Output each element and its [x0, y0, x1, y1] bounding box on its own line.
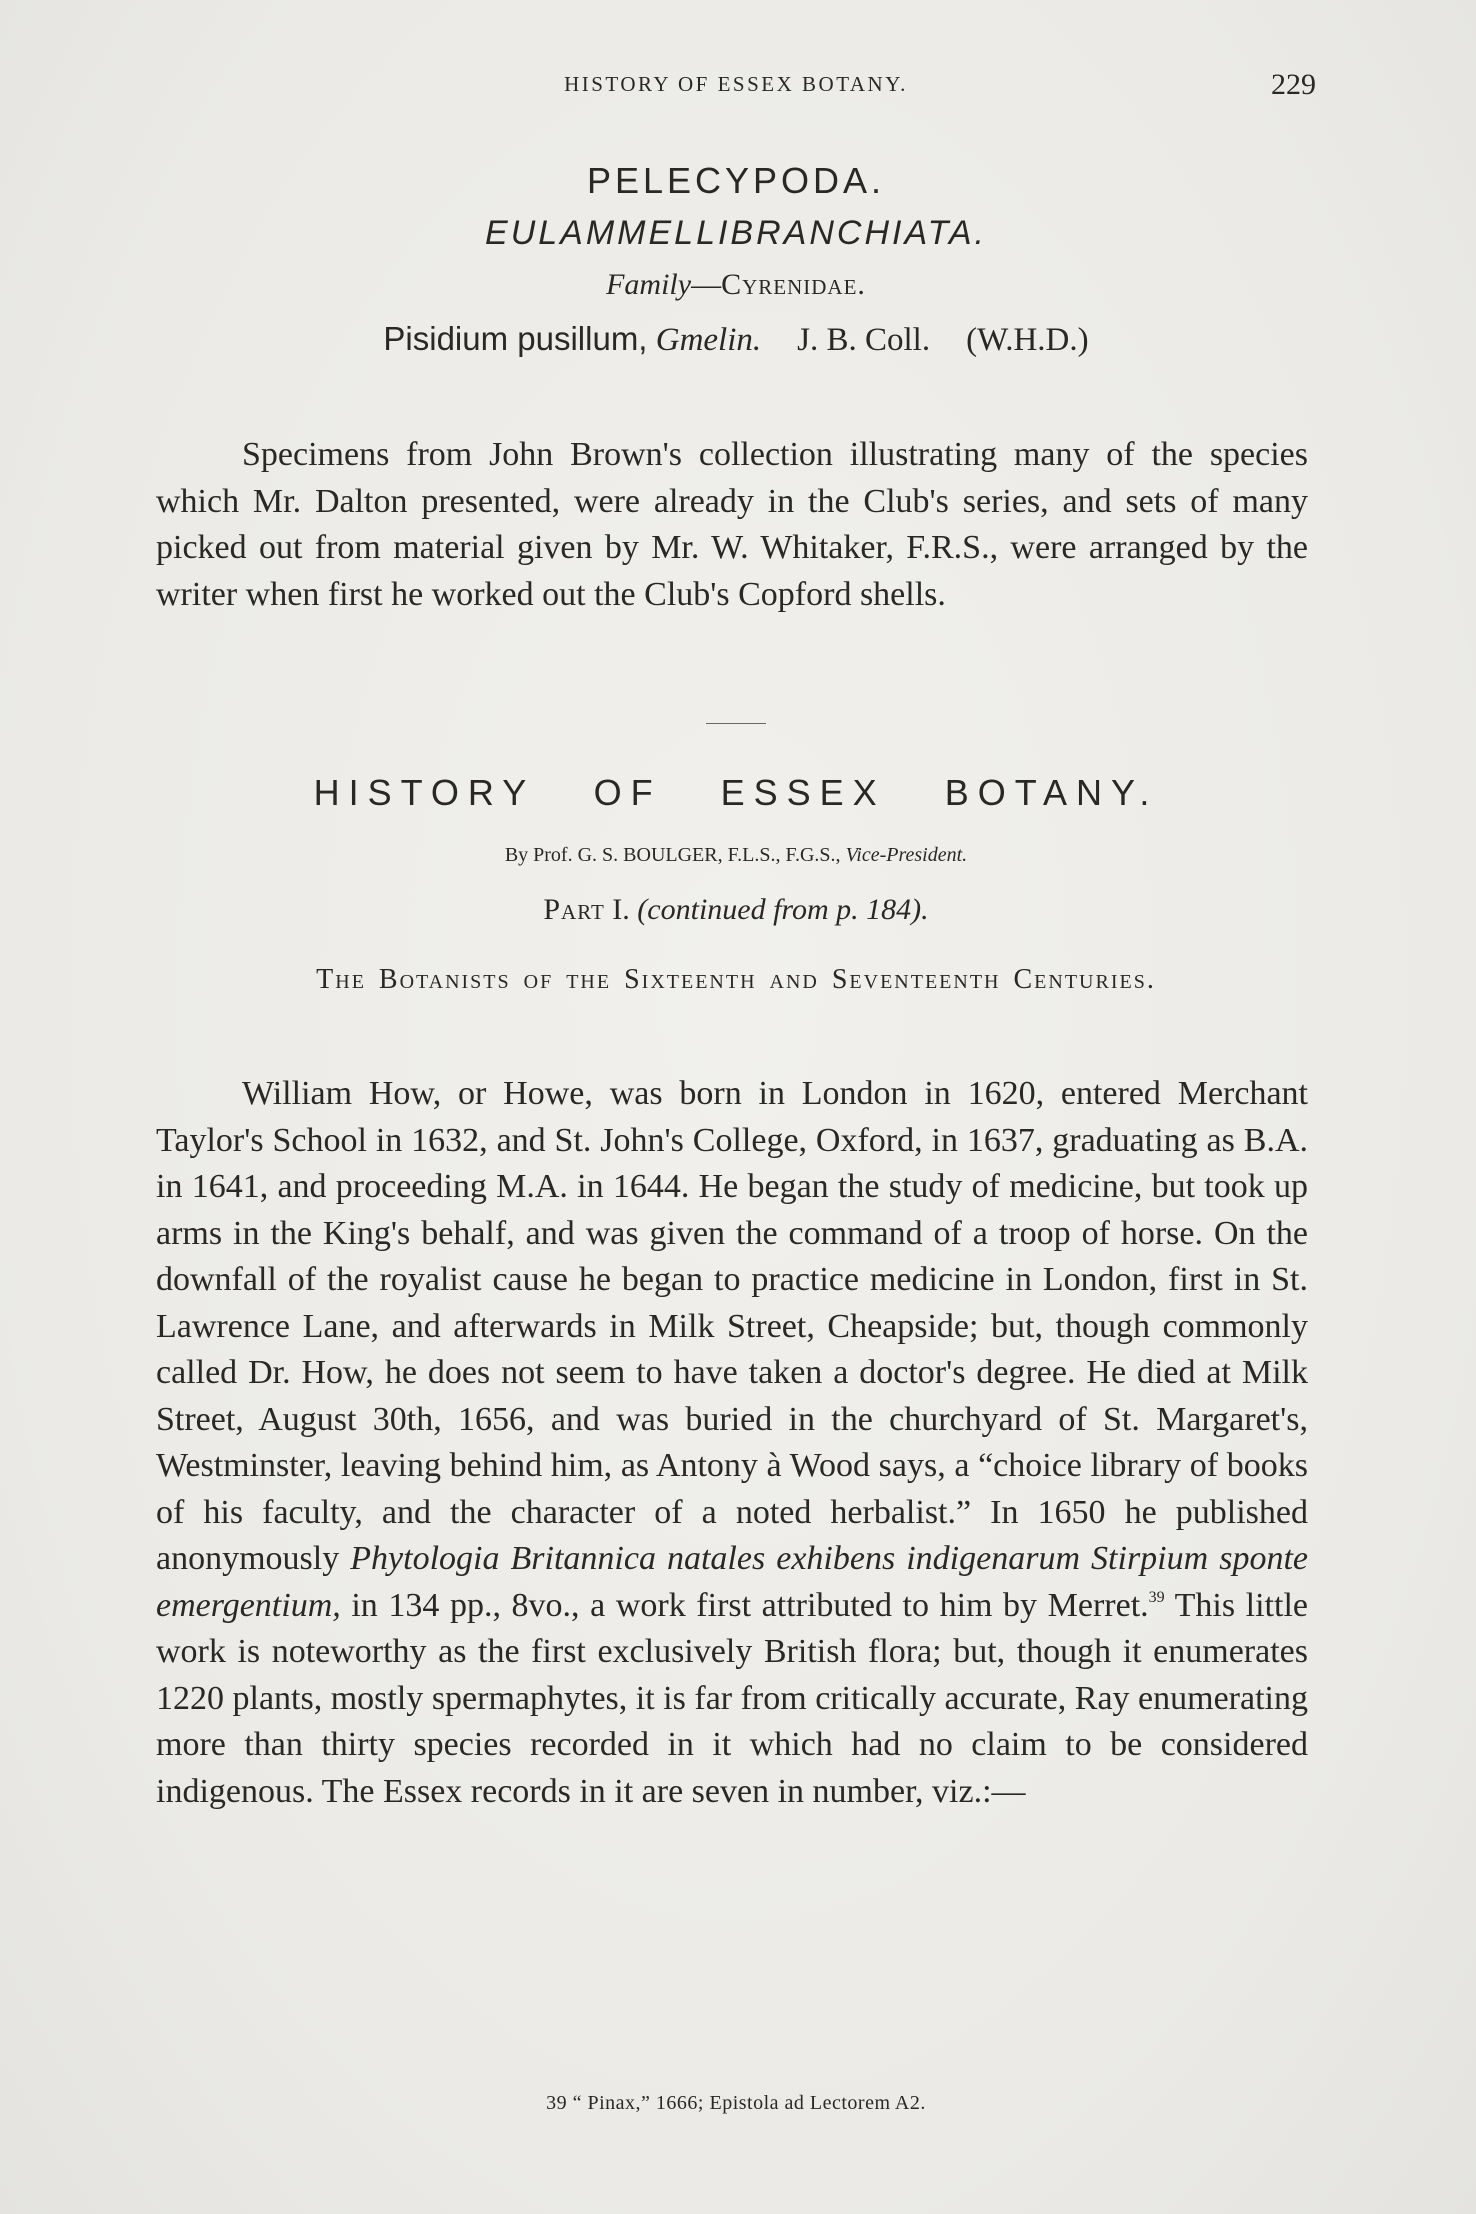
part-continued: (continued from p. 184). — [637, 893, 929, 926]
species-name: Pisidium pusillum, — [383, 320, 648, 357]
mollusc-paragraph: Specimens from John Brown's collection illustrating many of the species which Mr. Dalton presented, were already in the Club's series, and sets of many picked out from material given by Mr. W. Whitaker, F.R.S., were arranged by the writer when first he worked out the Club's Copford shells. — [156, 436, 1308, 613]
species-author: Gmelin. — [655, 322, 762, 358]
species-recorder: (W.H.D.) — [966, 322, 1089, 358]
part-label: Part — [543, 893, 605, 926]
part-heading — [156, 893, 1316, 927]
article-title: HISTORY OF ESSEX BOTANY. — [313, 772, 1159, 813]
part-number: I. — [604, 893, 638, 926]
family-heading — [156, 268, 1316, 302]
para-text-a: William How, or Howe, was born in London in 1620, entered Merchant Taylor's School in 1632, and St. John's College, Oxford, in 1637, graduating as B.A. in 1641, and proceeding M.A. in 1644. He began the study of medicine, but took up arms in the King's behalf, and was given the command of a troop of horse. On the downfall of the royalist cause he began to practice medicine in London, first in St. Lawrence Lane, and afterwards in Milk Street, Cheapside; but, though commonly called Dr. How, he does not seem to have taken a doctor's degree. He died at Milk Street, August 30th, 1656, and was buried in the churchyard of St. Margaret's, Westminster, leaving behind him, as Antony à Wood says, a “choice library of books of his faculty, and the character of a noted herbalist.” In 1650 he published anonymously — [156, 1075, 1308, 1577]
class-heading: PELECYPODA. — [586, 160, 886, 201]
running-title: HISTORY OF ESSEX BOTANY. — [564, 72, 908, 96]
footnote: 39 “ Pinax,” 1666; Epistola ad Lectorem A2. — [546, 2092, 926, 2114]
page-number: 229 — [1271, 68, 1316, 101]
para-text-b: in 134 pp., 8vo., a work first attributed to him by Merret. — [340, 1586, 1149, 1624]
family-name: Cyrenidae. — [721, 268, 866, 301]
family-dash: — — [691, 268, 722, 301]
section-heading: The Botanists of the Sixteenth and Seventeenth Centuries. — [316, 964, 1156, 995]
section-divider — [706, 723, 766, 724]
species-collector: J. B. Coll. — [797, 322, 931, 358]
byline-author: By Prof. G. S. BOULGER, F.L.S., F.G.S., — [504, 844, 846, 866]
byline — [156, 844, 1316, 867]
footnote-reference: 39 — [1148, 1588, 1165, 1606]
order-heading: EULAMMELLIBRANCHIATA. — [485, 214, 987, 252]
species-entry — [156, 320, 1316, 359]
work-title: Phytologia Britannica natales exhibens indigenarum Stirpium sponte emergentium, — [156, 1540, 1308, 1624]
running-header — [156, 68, 1316, 112]
family-label: Family — [606, 268, 692, 301]
byline-role: Vice-President. — [845, 844, 968, 866]
para-text-c: This little work is noteworthy as the first exclusively British flora; but, though it enumerates 1220 plants, mostly spermaphytes, it is far from critically accurate, Ray enumerating more than thirty species recorded in it which had no claim to be considered indigenous. The Essex records in it are seven in number, viz.:— — [156, 1586, 1308, 1810]
botany-paragraph — [156, 1071, 1308, 1815]
